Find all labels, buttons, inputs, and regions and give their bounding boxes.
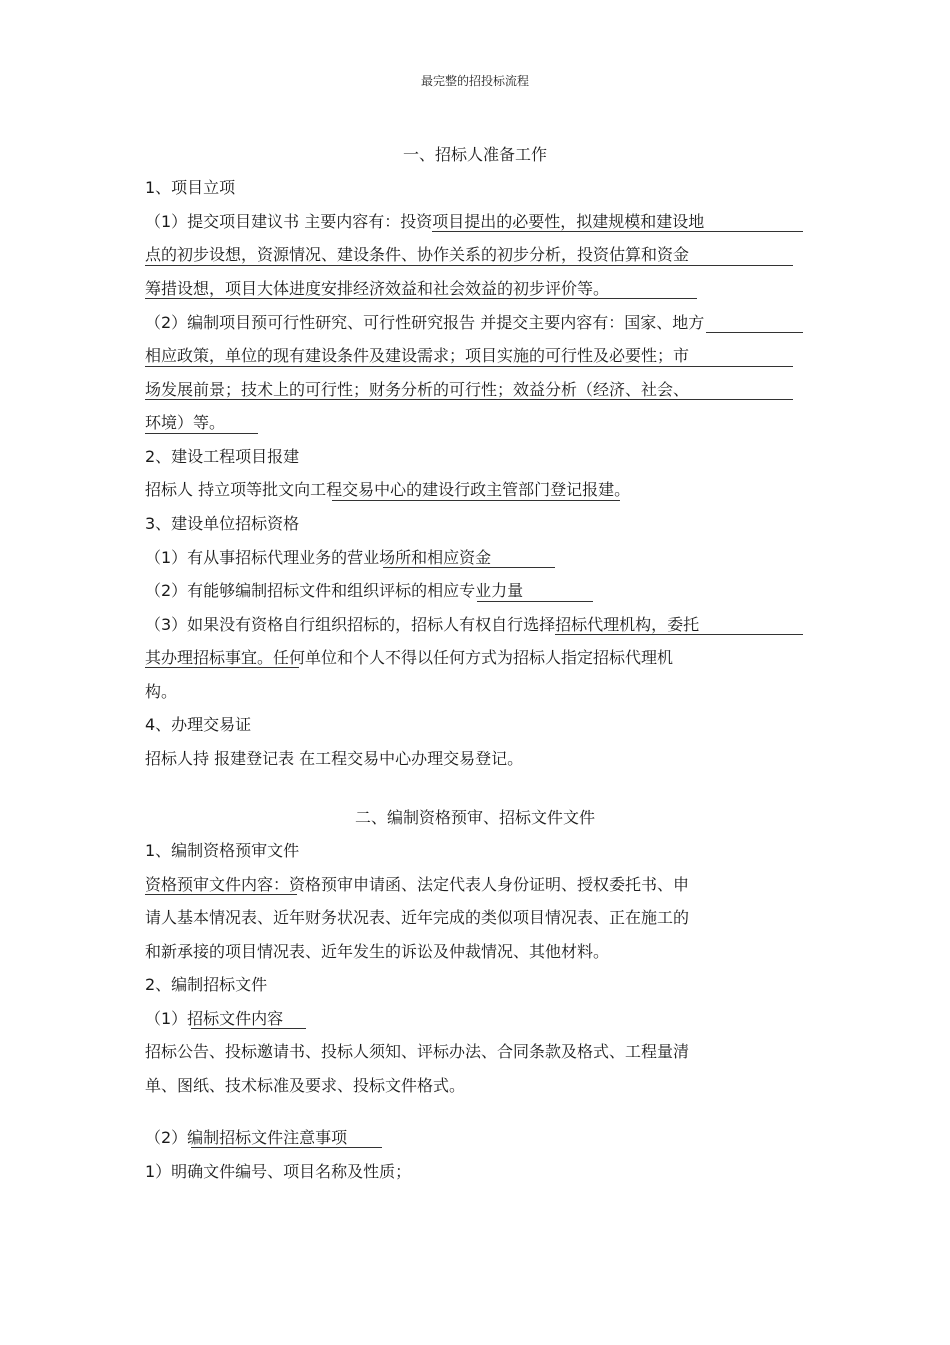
paragraph-line: 相应政策，单位的现有建设条件及建设需求；项目实施的可行性及必要性；市 xyxy=(145,346,690,365)
underline xyxy=(145,366,793,367)
subheading-tender-qualification: 3、建设单位招标资格 xyxy=(145,514,300,533)
underline xyxy=(706,332,803,333)
paragraph-line: （1）提交项目建议书 主要内容有：投资项目提出的必要性，拟建规模和建设地 xyxy=(145,212,705,231)
paragraph-line: 和新承接的项目情况表、近年发生的诉讼及仲裁情况、其他材料。 xyxy=(145,942,610,961)
paragraph-line: （2）编制招标文件注意事项 xyxy=(145,1128,348,1147)
paragraph-line: 1）明确文件编号、项目名称及性质； xyxy=(145,1162,412,1181)
paragraph-line: 构。 xyxy=(145,682,178,701)
subheading-trade-certificate: 4、办理交易证 xyxy=(145,715,252,734)
underline xyxy=(332,500,620,501)
paragraph-line: 请人基本情况表、近年财务状况表、近年完成的类似项目情况表、正在施工的 xyxy=(145,908,690,927)
paragraph-line: 点的初步设想，资源情况、建设条件、协作关系的初步分析，投资估算和资金 xyxy=(145,245,690,264)
underline xyxy=(191,1147,382,1148)
paragraph-line: 筹措设想，项目大体进度安排经济效益和社会效益的初步评价等。 xyxy=(145,279,610,298)
paragraph-line: 招标公告、投标邀请书、投标人须知、评标办法、合同条款及格式、工程量清 xyxy=(145,1042,690,1061)
paragraph-line: 单、图纸、技术标准及要求、投标文件格式。 xyxy=(145,1076,466,1095)
underline xyxy=(145,894,297,895)
page-header-title: 最完整的招投标流程 xyxy=(420,74,529,88)
underline xyxy=(145,298,697,299)
underline xyxy=(145,433,258,434)
paragraph-line: （3）如果没有资格自行组织招标的，招标人有权自行选择招标代理机构，委托 xyxy=(145,615,700,634)
paragraph-line: 场发展前景；技术上的可行性；财务分析的可行性；效益分析（经济、社会、 xyxy=(145,380,690,399)
paragraph-line: 环境）等。 xyxy=(145,413,226,432)
subheading-prequalification-docs: 1、编制资格预审文件 xyxy=(145,841,300,860)
section-heading-1: 一、招标人准备工作 xyxy=(402,145,547,164)
paragraph-line: 招标人持 报建登记表 在工程交易中心办理交易登记。 xyxy=(145,749,524,768)
underline xyxy=(145,667,299,668)
underline xyxy=(477,601,593,602)
underline xyxy=(555,634,803,635)
underline xyxy=(145,265,793,266)
paragraph-line: （2）有能够编制招标文件和组织评标的相应专业力量 xyxy=(145,581,524,600)
paragraph-line: 资格预审文件内容：资格预审申请函、法定代表人身份证明、授权委托书、申 xyxy=(145,875,690,894)
section-heading-2: 二、编制资格预审、招标文件文件 xyxy=(354,808,595,827)
subheading-tender-docs: 2、编制招标文件 xyxy=(145,975,268,994)
paragraph-line: （1）有从事招标代理业务的营业场所和相应资金 xyxy=(145,548,492,567)
paragraph-line: 招标人 持立项等批文向工程交易中心的建设行政主管部门登记报建。 xyxy=(145,480,631,499)
subheading-project-registration: 2、建设工程项目报建 xyxy=(145,447,300,466)
underline xyxy=(145,399,793,400)
underline xyxy=(432,231,803,232)
subheading-project-approval: 1、项目立项 xyxy=(145,178,236,197)
paragraph-line: （1）招标文件内容 xyxy=(145,1009,284,1028)
underline xyxy=(383,567,555,568)
underline xyxy=(191,1028,306,1029)
paragraph-line: （2）编制项目预可行性研究、可行性研究报告 并提交主要内容有：国家、地方 xyxy=(145,313,705,332)
paragraph-line: 其办理招标事宜。任何单位和个人不得以任何方式为招标人指定招标代理机 xyxy=(145,648,674,667)
